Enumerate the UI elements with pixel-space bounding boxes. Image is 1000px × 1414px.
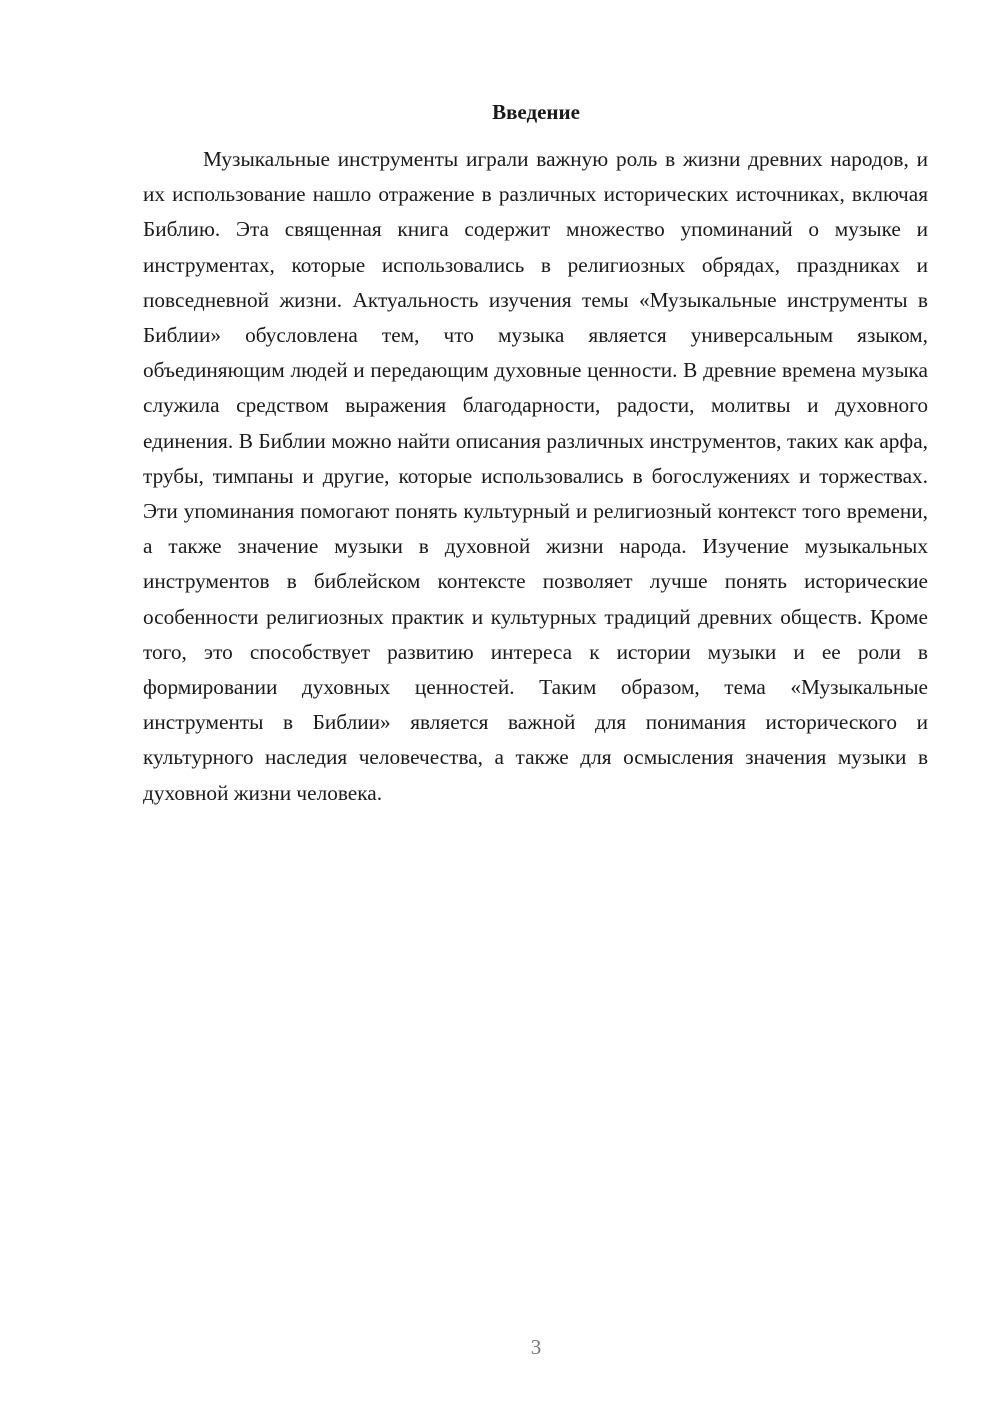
section-heading: Введение <box>492 100 580 124</box>
page-number: 3 <box>530 1335 542 1359</box>
body-paragraph: Музыкальные инструменты играли важную роль в жизни древних народов, и их использование нашло отражение в различных исторических источниках, включая Библию. Эта священная книга содержит множество упоминаний о музыке и инструментах, которые использовались в религиозных обрядах, праздниках и повседневной жизни. Актуальность изучения темы «Музыкальные инструменты в Библии» обусловлена тем, что музыка является универсальным языком, объединяющим людей и передающим духовные ценности. В древние времена музыка служила средством выражения благодарности, радости, молитвы и духовного единения. В Библии можно найти описания различных инструментов, таких как арфа, трубы, тимпаны и другие, которые использовались в богослужениях и торжествах. Эти упоминания помогают понять культурный и религиозный контекст того времени, а также значение музыки в духовной жизни народа. Изучение музыкальных инструментов в библейском контексте позволяет лучше понять исторические особенности религиозных практик и культурных традиций древних обществ. Кроме того, это способствует развитию интереса к истории музыки и ее роли в формировании духовных ценностей. Таким образом, тема «Музыкальные инструменты в Библии» является важной для понимания исторического и культурного наследия человечества, а также для осмысления значения музыки в духовной жизни человека. <box>143 147 928 805</box>
